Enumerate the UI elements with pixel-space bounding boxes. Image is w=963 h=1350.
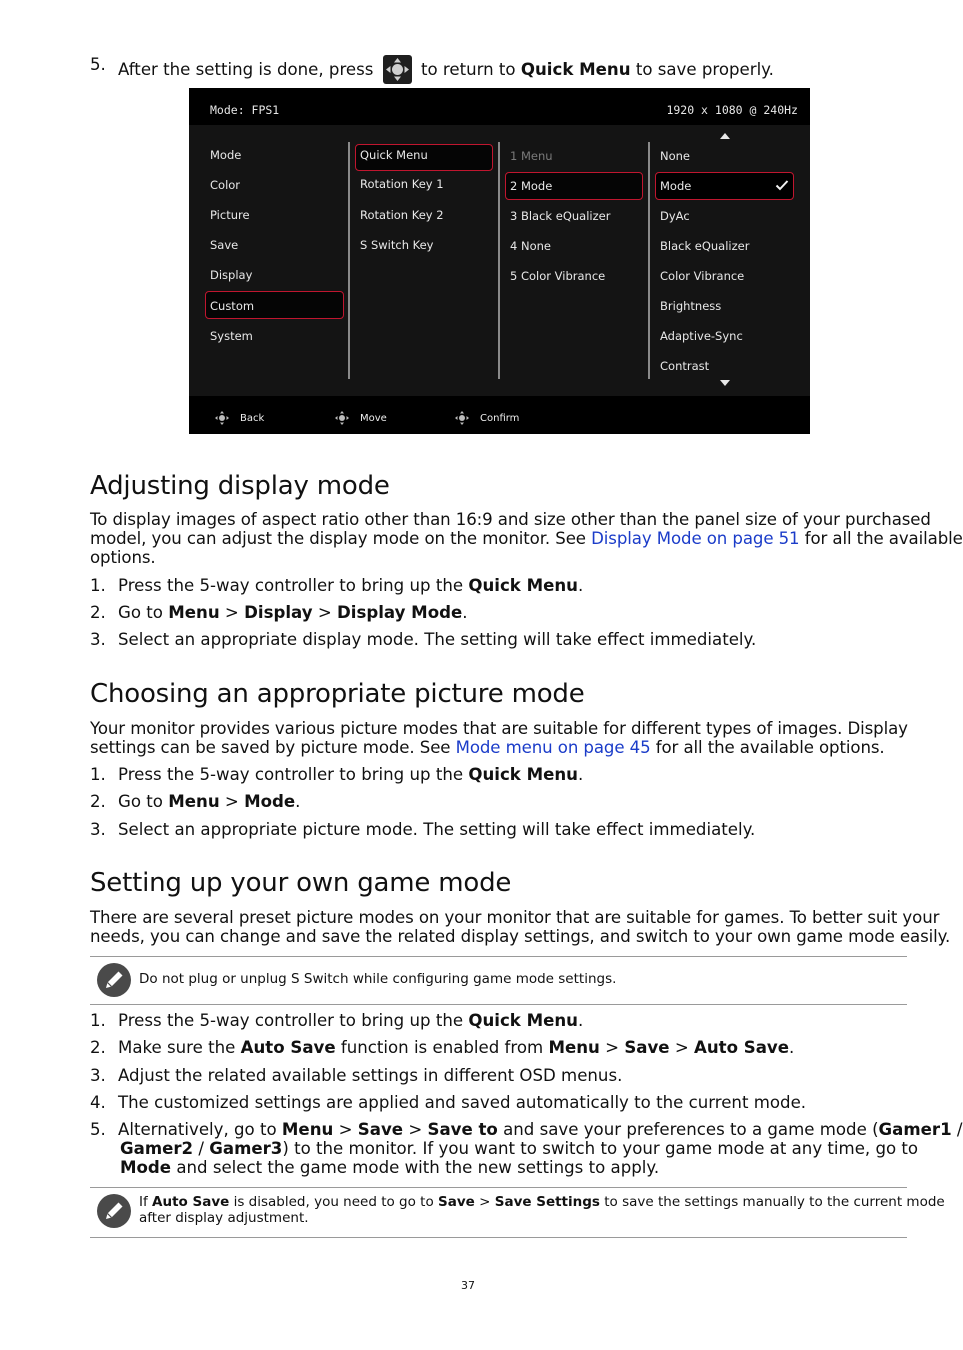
osd-header — [189, 88, 810, 125]
osd-slot-item[interactable]: 4 None — [510, 239, 551, 253]
osd-option-item[interactable]: Adaptive-Sync — [660, 329, 743, 343]
arrow-up-icon — [719, 132, 731, 140]
osd-divider — [648, 142, 650, 379]
controller-back-icon — [214, 410, 230, 426]
note-text: If Auto Save is disabled, you need to go to Save > Save Settings to save the settings manually to the current mode after display adjustment. — [139, 1194, 945, 1226]
osd-option-item-mode[interactable]: Mode — [660, 179, 692, 193]
osd-menu-item[interactable]: System — [210, 329, 253, 343]
osd-option-item[interactable]: DyAc — [660, 209, 690, 223]
osd-footer-move: Move — [360, 413, 387, 424]
osd-submenu-item[interactable]: S Switch Key — [360, 238, 434, 252]
osd-menu-item[interactable]: Color — [210, 178, 241, 192]
controller-move-icon — [334, 410, 350, 426]
note-divider — [90, 1237, 907, 1238]
osd-submenu-item[interactable]: Rotation Key 1 — [360, 177, 444, 191]
osd-mode-label: Mode: FPS1 — [210, 103, 280, 117]
note-text: Do not plug or unplug S Switch while configuring game mode settings. — [139, 971, 617, 987]
osd-footer-back: Back — [240, 413, 265, 424]
osd-menu-item[interactable]: Save — [210, 238, 239, 252]
pencil-note-icon — [96, 962, 132, 998]
osd-option-item[interactable]: Contrast — [660, 359, 710, 373]
display-mode-link[interactable]: Display Mode on page 51 — [591, 529, 800, 548]
arrow-down-icon — [719, 379, 731, 387]
osd-menu-item-custom[interactable]: Custom — [210, 299, 255, 313]
five-way-controller-icon — [383, 55, 412, 84]
osd-option-item[interactable]: Color Vibrance — [660, 269, 745, 283]
mode-menu-link[interactable]: Mode menu on page 45 — [455, 738, 651, 757]
osd-slot-item[interactable]: 3 Black eQualizer — [510, 209, 611, 223]
osd-option-item[interactable]: None — [660, 149, 691, 163]
osd-slot-item[interactable]: 5 Color Vibrance — [510, 269, 606, 283]
osd-option-item[interactable]: Black eQualizer — [660, 239, 750, 253]
osd-slot-item-mode[interactable]: 2 Mode — [510, 179, 553, 193]
section-paragraph: To display images of aspect ratio other than 16:9 and size other than the panel size of your purchased model, you can adjust the display mode on the monitor. See Display Mode on page 51 for all the available options. — [90, 510, 963, 567]
osd-divider — [348, 142, 350, 379]
osd-slot-item[interactable]: 1 Menu — [510, 149, 553, 163]
section-heading: Adjusting display mode — [90, 471, 390, 501]
step-number: 5. — [90, 55, 106, 74]
osd-divider — [498, 142, 500, 379]
note-divider — [90, 1004, 907, 1005]
note-divider — [90, 956, 907, 957]
osd-resolution: 1920 x 1080 @ 240Hz — [666, 103, 798, 117]
osd-menu-item[interactable]: Picture — [210, 208, 250, 222]
controller-confirm-icon — [454, 410, 470, 426]
osd-footer — [189, 396, 810, 434]
pencil-note-icon — [96, 1193, 132, 1229]
osd-menu-item[interactable]: Display — [210, 268, 253, 282]
section-paragraph: There are several preset picture modes on your monitor that are suitable for games. To better suit your needs, you can change and save the related display settings, and switch to your own game mode easily. — [90, 908, 951, 946]
page-number: 37 — [461, 1279, 475, 1292]
section-heading: Setting up your own game mode — [90, 868, 512, 898]
note-divider — [90, 1187, 907, 1188]
osd-menu-item[interactable]: Mode — [210, 148, 242, 162]
osd-screenshot — [189, 88, 810, 434]
osd-footer-confirm: Confirm — [480, 413, 520, 424]
osd-option-item[interactable]: Brightness — [660, 299, 722, 313]
checkmark-icon — [775, 179, 789, 191]
osd-submenu-item[interactable]: Rotation Key 2 — [360, 208, 444, 222]
osd-submenu-item-quick-menu[interactable]: Quick Menu — [360, 148, 428, 162]
section-paragraph: Your monitor provides various picture modes that are suitable for different types of images. Display settings can be saved by picture mode. See Mode menu on page 45 for all the available options. — [90, 719, 908, 757]
section-heading: Choosing an appropriate picture mode — [90, 679, 585, 709]
